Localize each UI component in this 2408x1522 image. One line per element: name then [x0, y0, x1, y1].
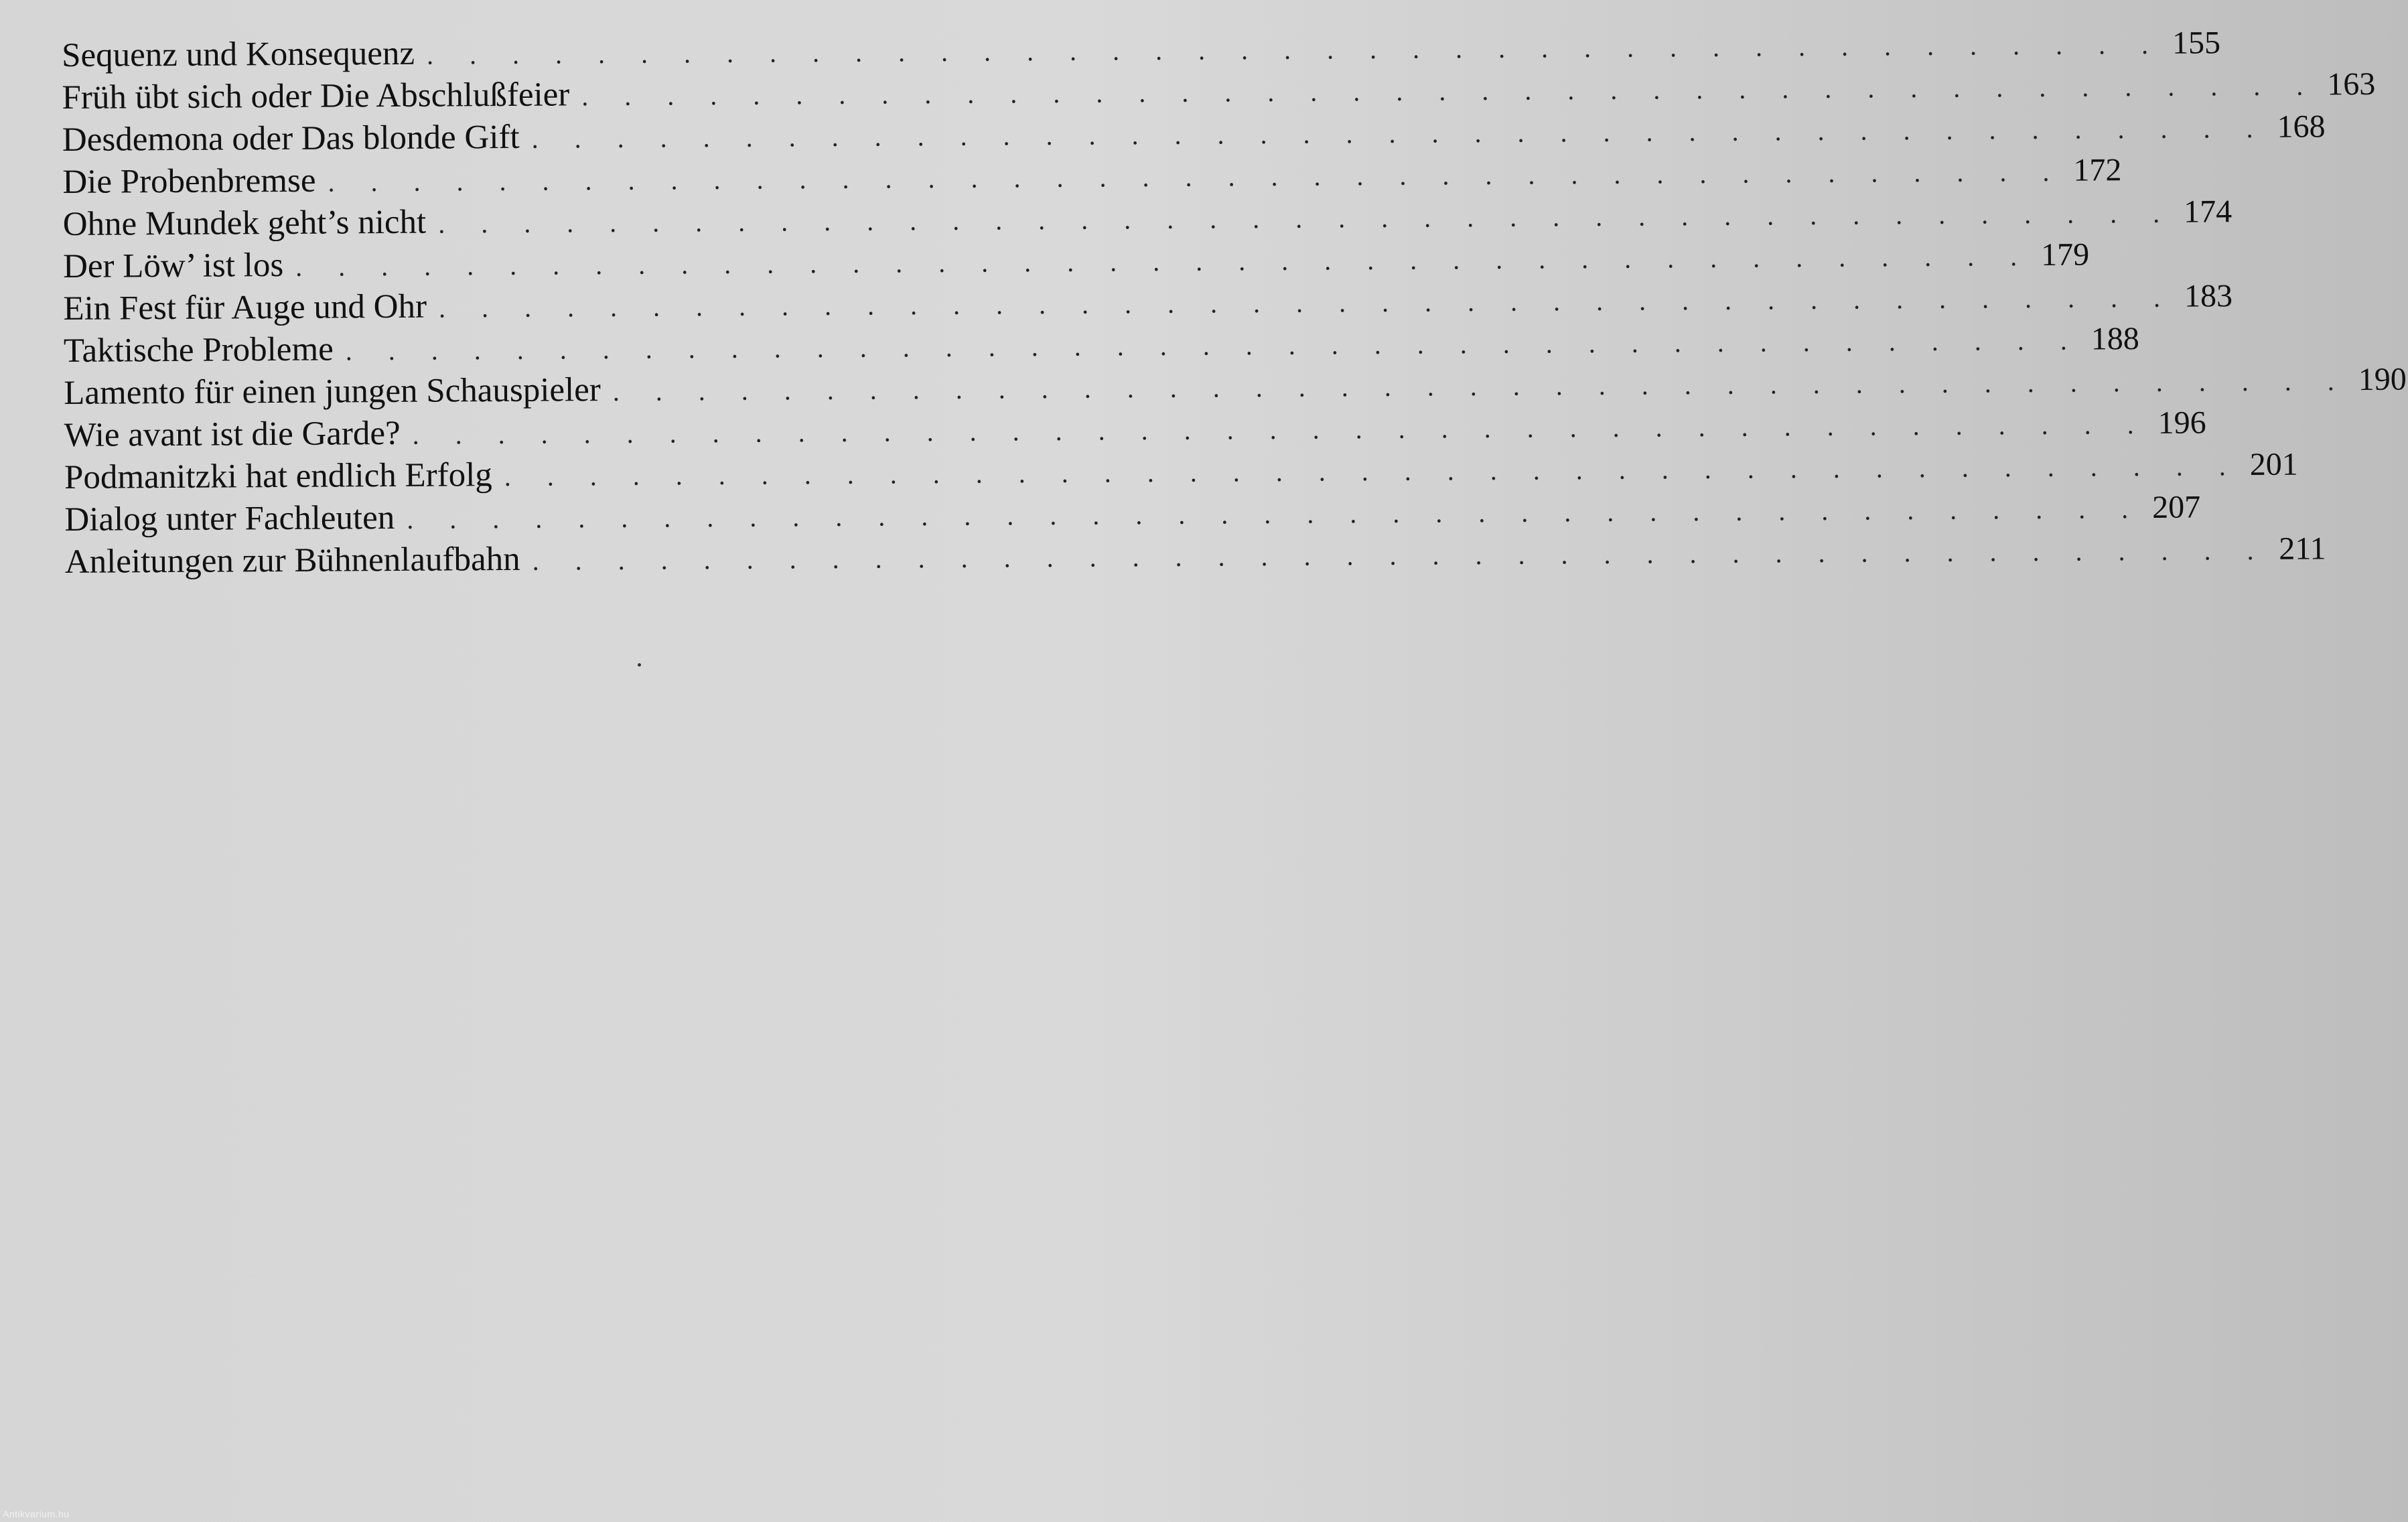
toc-entry — [62, 152, 2122, 204]
toc-dot-leader: . . . . . . . . . . . . . . . . . . . . . . . . . . . . . . . . . . . . . . . . . — [531, 113, 2268, 154]
toc-entry-page: 163 — [2327, 66, 2376, 102]
toc-entry-page: 183 — [2184, 278, 2233, 314]
toc-dot-leader: . . . . . . . . . . . . . . . . . . . . . . . . . . . . . . . . . . . . . . . . . — [438, 198, 2175, 239]
toc-entry-page: 179 — [2040, 236, 2090, 273]
toc-entry — [62, 236, 2090, 288]
toc-entry-title: Podmanitzki hat endlich Erfolg — [64, 456, 492, 496]
toc-dot-leader: . . . . . . . . . . . . . . . . . . . . . . . . . . . . . . . . . . . . . . . . . — [426, 29, 2164, 70]
watermark-text: Antikvarium.hu — [3, 1509, 70, 1519]
toc-entry — [63, 321, 2139, 372]
toc-entry-page: 196 — [2157, 405, 2206, 441]
toc-entry-title: Die Probenbremse — [62, 161, 316, 201]
toc-dot-leader: . . . . . . . . . . . . . . . . . . . . . . . . . . . . . . . . . . . . . . . . . — [412, 409, 2149, 450]
toc-dot-leader: . . . . . . . . . . . . . . . . . . . . . . . . . . . . . . . . . . . . . . . . . — [328, 156, 2064, 198]
toc-entry — [62, 194, 2233, 246]
toc-entry-title: Desdemona oder Das blonde Gift — [62, 118, 520, 159]
toc-entry — [64, 531, 2326, 583]
toc-entry-title: Ein Fest für Auge und Ohr — [63, 287, 427, 328]
toc-entry-page: 190 — [2358, 361, 2407, 398]
toc-entry — [62, 109, 2326, 161]
toc-entry-title: Taktische Probleme — [63, 330, 334, 370]
toc-entry — [64, 446, 2298, 499]
toc-dot-leader: . . . . . . . . . . . . . . . . . . . . . . . . . . . . . . . . . . . . . . . . . — [504, 451, 2241, 492]
toc-dot-leader: . . . . . . . . . . . . . . . . . . . . . . . . . . . . . . . . . . . . . . . . . — [532, 535, 2269, 576]
toc-entry-title: Wie avant ist die Garde? — [64, 414, 401, 454]
table-of-contents — [62, 25, 2407, 583]
toc-entry — [62, 25, 2221, 77]
toc-entry-page: 168 — [2277, 109, 2326, 145]
toc-entry-page: 174 — [2184, 194, 2233, 230]
toc-dot-leader: . . . . . . . . . . . . . . . . . . . . . . . . . . . . . . . . . . . . . . . . . — [612, 366, 2349, 407]
toc-entry-page: 155 — [2172, 25, 2221, 61]
toc-entry — [62, 66, 2376, 119]
toc-entry-title: Dialog unter Fachleuten — [64, 498, 395, 539]
toc-entry-page: 172 — [2073, 152, 2122, 188]
toc-entry-title: Früh übt sich oder Die Abschlußfeier — [62, 76, 570, 117]
toc-entry-page: 201 — [2249, 446, 2298, 483]
ink-speck — [638, 663, 641, 667]
toc-entry — [63, 278, 2233, 330]
toc-entry-page: 207 — [2152, 489, 2201, 525]
toc-entry-title: Der Löw’ ist los — [62, 246, 284, 285]
toc-dot-leader: . . . . . . . . . . . . . . . . . . . . . . . . . . . . . . . . . . . . . . . . . — [295, 241, 2032, 282]
toc-dot-leader: . . . . . . . . . . . . . . . . . . . . . . . . . . . . . . . . . . . . . . . . . — [407, 494, 2143, 535]
toc-entry-page: 211 — [2279, 531, 2326, 567]
toc-entry-title: Lamento für einen jungen Schauspieler — [64, 371, 601, 412]
toc-dot-leader: . . . . . . . . . . . . . . . . . . . . . . . . . . . . . . . . . . . . . . . . . — [345, 325, 2082, 366]
toc-entry-title: Sequenz und Konsequenz — [62, 34, 415, 74]
toc-entry-page: 188 — [2091, 321, 2139, 357]
toc-dot-leader: . . . . . . . . . . . . . . . . . . . . . . . . . . . . . . . . . . . . . . . . . — [581, 70, 2318, 112]
toc-entry-title: Ohne Mundek geht’s nicht — [62, 203, 427, 243]
toc-entry — [64, 361, 2407, 415]
toc-entry-title: Anleitungen zur Bühnenlaufbahn — [64, 540, 520, 581]
toc-dot-leader: . . . . . . . . . . . . . . . . . . . . . . . . . . . . . . . . . . . . . . . . . — [438, 282, 2176, 324]
toc-entry — [64, 405, 2206, 457]
toc-entry — [64, 489, 2201, 541]
